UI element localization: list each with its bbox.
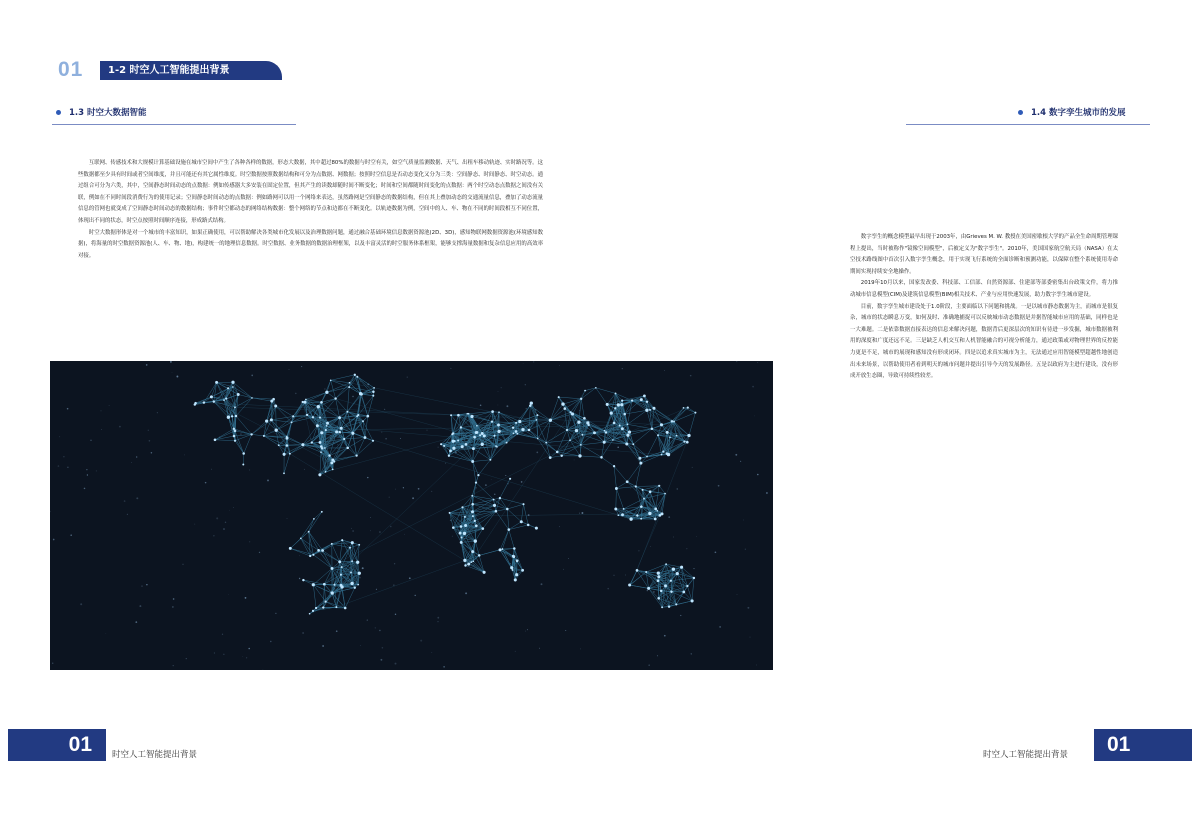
world-network-map-image — [50, 361, 773, 670]
right-paragraph: 目前，数字孪生城市建设处于1.0阶段，主要面临以下问题和挑战。一是以城市静态数据为主，而城市是很复杂，城市的状态瞬息万变，如何及时、准确地捕捉可以反映城市动态数据是并据智能城市应用的基础，同样也是一大难题。二是依靠数据直接表达的信息来解决问题，数据背后更深层次的知识有待进一步发掘，城市数据被利用的深度和广度还远不足。三是缺乏人机交互和人机智能融合的可视分析能力，通过政策或对物理世界的反控能力更是不足，城市的展现和感知没有形成闭环。四是以追求真实城市为主，无法通过应用智能模型超越性地创造出未来场景，以帮助使用者看到明天的城市问题并提出引导今天的发展路径。五是以政府为主进行建设，没有形成开放生态圈，导致可持续性较差。 — [850, 303, 1118, 380]
section-title-right: 1.4 数字孪生城市的发展 — [1031, 108, 1126, 118]
section-divider-right — [906, 124, 1150, 125]
right-paragraph: 数字孪生的概念模型最早出现于2003年，由Grieves M. W. 教授在美国密歇根大学的产品全生命周期管理课程上提出，当时被称作"镜像空间模型"，后被定义为"数字孪生"。2010年，美国国家航空航天局（NASA）在太空技术路线图中首次引入数字孪生概念，用于实现飞行系统的全面诊断和预测功能，以保障在整个系统使用寿命期间实现持续安全地操作。 — [850, 234, 1118, 275]
left-paragraph: 时空大数据形体是对一个城市的丰富知识，如果正确使用，可以帮助解决各类城市化发展以及治理数据问题，通过融合基础环境信息数据资源池(2D、3D)，感知物联网数据资源池(环境感知数据)，将海量的时空数据资源池(人、车、物、地)，构建统一的地理信息数据。时空数据、业务数据的数据治理框架，以及丰富灵活的时空服务体系框架，能够支撑海量数据和复杂信息应用的高效率对接。 — [78, 229, 543, 259]
chapter-number: 01 — [58, 58, 84, 81]
footer-title-left: 时空人工智能提出背景 — [112, 750, 198, 760]
footer-page-number-left: 01 — [8, 729, 106, 761]
bullet-dot-icon — [1018, 110, 1023, 115]
left-paragraph: 互联网、传感技术和大规模计算基础设施在城市空间中产生了各种各样的数据，形态大数据，其中超过80%的数据与时空有关，如空气质量监测数据、天气、出租车移动轨迹、实时路况等。这些数据都至少具有时间或者空间维度，并且可能还有其它属性维度。时空数据按照数据结构和可分为点数据、网数据；按照时空信息是否动态变化又分为三类：空间静态、时间静态、时空动态。通过组合可分为六类，其中，空间静态时间动态的点数据：例如传感器大多安装在固定位置，但其产生的读数却随时间不断变化；时间和空间都随时间变化的点数据：两个时空动态点数据之间没有关联，例如在不同时间段消费行为的使用记录；空间静态时间动态的点数据：例如路网可以用一个网络来表达，虽然路网是空间静态的数据结构，但在其上叠加动态的交通流量信息，叠加了动态流量信息的管网也就变成了空间静态时间动态的数据结构；事件时空都动态的网络结构数据：整个网络的节点和边都在不断变化。以轨迹数据为例，空间中的人、车、物在不同的时间段相互不同位置，体现出不同的状态，时空点按照时间顺序连接，形成路式结构。 — [78, 160, 543, 224]
network-map-graphic — [50, 361, 773, 670]
right-paragraph: 2019年10月以来，国家发改委、科技部、工信部、自然资源部、住建部等部委密集出台政策文件，将力推动城市信息模型(CIM)及建筑信息模型(BIM)相关技术、产业与应用快速发展，助力数字孪生城市建设。 — [850, 280, 1118, 298]
bullet-dot-icon — [56, 110, 61, 115]
section-heading-left — [56, 106, 147, 118]
section-heading-right — [1018, 106, 1126, 118]
footer-page-number-right: 01 — [1094, 729, 1192, 761]
left-body-text — [78, 158, 543, 262]
right-body-text — [850, 232, 1118, 383]
section-title-left: 1.3 时空大数据智能 — [69, 108, 147, 118]
section-divider-left — [52, 124, 296, 125]
footer-title-right: 时空人工智能提出背景 — [983, 750, 1069, 760]
chapter-title-banner: 1-2 时空人工智能提出背景 — [100, 61, 282, 80]
